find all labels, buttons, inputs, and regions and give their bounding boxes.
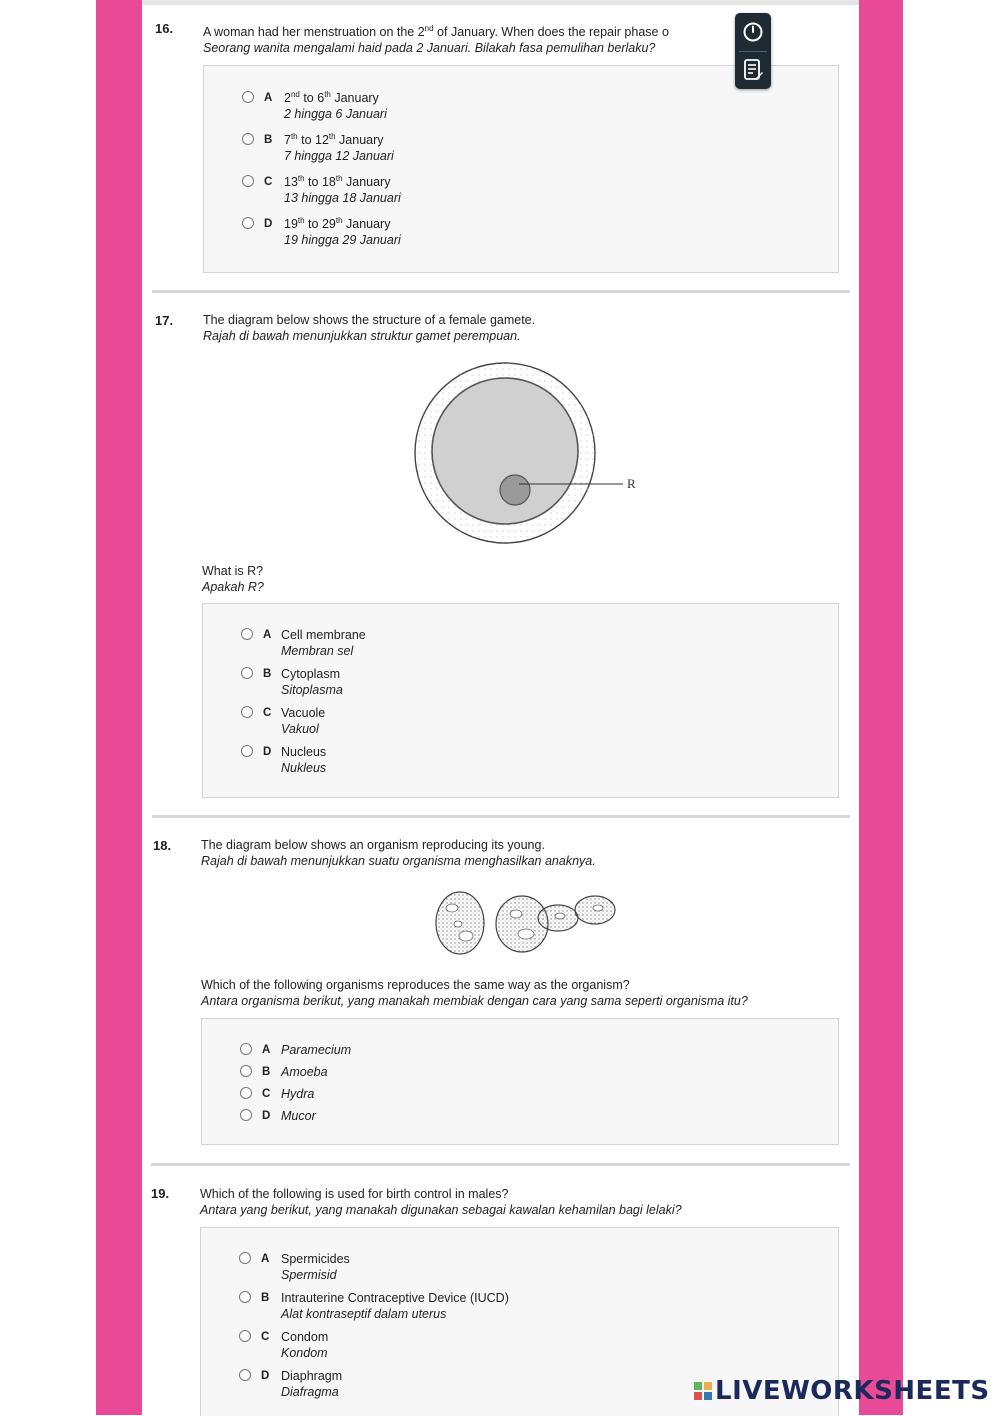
option-label: 13th to 18th January 13 hingga 18 Januari — [284, 174, 401, 205]
radio-button[interactable] — [241, 667, 253, 679]
question-text — [203, 312, 535, 344]
question-prompt-en: What is R? — [202, 564, 264, 578]
option-letter: B — [264, 134, 273, 146]
option-label: 2nd to 6th January 2 hingga 6 Januari — [284, 90, 387, 121]
question-number: 19. — [151, 1186, 170, 1201]
option-letter: A — [263, 629, 272, 641]
option-label: Cytoplasm Sitoplasma — [281, 667, 343, 697]
vacuole-shape — [454, 921, 462, 927]
radio-button[interactable] — [239, 1369, 251, 1381]
option-label: Condom Kondom — [281, 1330, 329, 1360]
question-text — [201, 837, 596, 869]
vacuole-shape — [518, 929, 534, 939]
radio-button[interactable] — [241, 628, 253, 640]
tool-widget — [735, 13, 771, 89]
notes-icon[interactable] — [742, 58, 764, 82]
option-label: 7th to 12th January 7 hingga 12 Januari — [284, 132, 394, 163]
question-prompt-ms: Antara organisma berikut, yang manakah membiak dengan cara yang sama seperti organisma itu? — [201, 994, 748, 1008]
nucleus-shape — [500, 475, 530, 505]
question-text-ms: Rajah di bawah menunjukkan suatu organisma menghasilkan anaknya. — [201, 854, 596, 868]
question-number: 18. — [153, 838, 172, 853]
question-text — [200, 1186, 682, 1218]
question-text-ms: Antara yang berikut, yang manakah digunakan sebagai kawalan kehamilan bagi lelaki? — [200, 1203, 682, 1217]
options-box — [201, 1018, 839, 1145]
logo-grid-icon — [693, 1381, 713, 1401]
radio-button[interactable] — [242, 217, 254, 229]
question-text-ms: Seorang wanita mengalami haid pada 2 Januari. Bilakah fasa pemulihan berlaku? — [203, 41, 656, 55]
vacuole-shape — [510, 910, 522, 918]
right-margin-band — [859, 0, 903, 1415]
question-separator — [151, 1163, 850, 1166]
option-letter: B — [261, 1292, 270, 1304]
question-separator — [152, 290, 850, 293]
option-letter: D — [262, 1110, 271, 1122]
radio-button[interactable] — [239, 1291, 251, 1303]
option-label: Spermicides Spermisid — [281, 1252, 350, 1282]
option-label: Diaphragm Diafragma — [281, 1369, 343, 1399]
option-letter: D — [263, 746, 272, 758]
options-box — [203, 65, 839, 273]
option-letter: A — [261, 1253, 270, 1265]
question-number: 16. — [155, 21, 174, 36]
top-strip — [96, 0, 903, 5]
option-letter: B — [262, 1066, 271, 1078]
option-label: Cell membrane Membran sel — [281, 628, 366, 658]
question-text-en: Which of the following is used for birth control in males? — [200, 1187, 509, 1201]
option-letter: C — [263, 707, 272, 719]
vacuole-shape — [459, 931, 473, 941]
radio-button[interactable] — [241, 745, 253, 757]
option-label: 19th to 29th January 19 hingga 29 Januari — [284, 216, 401, 247]
option-letter: A — [262, 1044, 271, 1056]
radio-button[interactable] — [239, 1252, 251, 1264]
option-label: Vacuole Vakuol — [281, 706, 326, 736]
widget-divider — [739, 51, 767, 52]
cytoplasm-region — [432, 378, 578, 524]
question-text-en: The diagram below shows an organism reproducing its young. — [201, 838, 545, 852]
option-letter: C — [264, 176, 273, 188]
options-box — [202, 603, 839, 798]
question-text-en: The diagram below shows the structure of a female gamete. — [203, 313, 536, 327]
left-margin-band — [96, 0, 142, 1415]
option-label: Nucleus Nukleus — [281, 745, 327, 775]
radio-button[interactable] — [240, 1043, 252, 1055]
option-label: Intrauterine Contraceptive Device (IUCD) Alat kontraseptif dalam uterus — [281, 1291, 509, 1321]
question-prompt — [202, 563, 264, 595]
vacuole-shape — [446, 904, 458, 912]
option-label: Mucor — [281, 1109, 316, 1123]
question-text-ms: Rajah di bawah menunjukkan struktur gamet perempuan. — [203, 329, 521, 343]
radio-button[interactable] — [239, 1330, 251, 1342]
question-number: 17. — [155, 313, 174, 328]
option-label: Paramecium — [281, 1043, 352, 1057]
option-letter: C — [261, 1331, 270, 1343]
option-letter: B — [263, 668, 272, 680]
radio-button[interactable] — [242, 133, 254, 145]
option-label: Hydra — [281, 1087, 315, 1101]
option-label: Amoeba — [281, 1065, 328, 1079]
radio-button[interactable] — [242, 175, 254, 187]
option-letter: C — [262, 1088, 271, 1100]
radio-button[interactable] — [240, 1065, 252, 1077]
radio-button[interactable] — [240, 1087, 252, 1099]
radio-button[interactable] — [241, 706, 253, 718]
radio-button[interactable] — [240, 1109, 252, 1121]
diagram-label-r: R — [627, 476, 636, 491]
question-text-en: A woman had her menstruation on the 2nd of January. When does the repair phase o — [203, 24, 669, 39]
budding-organism-diagram — [430, 886, 625, 961]
gamete-diagram — [405, 355, 655, 555]
option-letter: D — [261, 1370, 270, 1382]
question-text — [203, 24, 669, 56]
question-prompt-ms: Apakah R? — [202, 580, 264, 594]
question-prompt-en: Which of the following organisms reproduces the same way as the organism? — [201, 978, 630, 992]
liveworksheets-logo[interactable] — [693, 1375, 990, 1407]
question-separator — [152, 815, 850, 818]
timer-icon[interactable] — [742, 21, 764, 43]
vacuole-shape — [555, 913, 565, 919]
radio-button[interactable] — [242, 91, 254, 103]
question-prompt — [201, 977, 748, 1009]
vacuole-shape — [593, 905, 603, 911]
option-letter: D — [264, 218, 273, 230]
option-letter: A — [264, 92, 273, 104]
logo-text: LIVEWORKSHEETS — [715, 1376, 990, 1406]
